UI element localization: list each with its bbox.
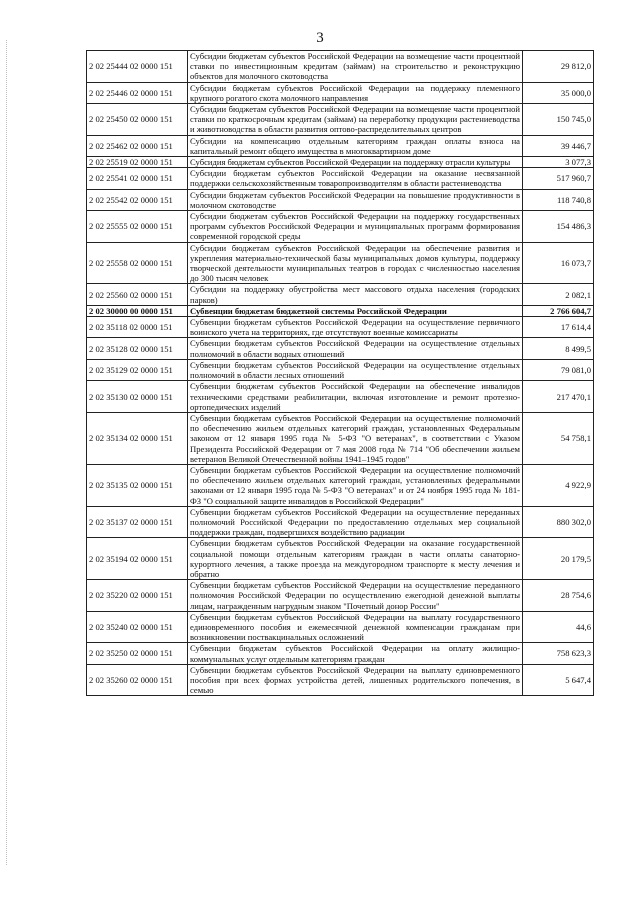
table-row	[87, 338, 594, 359]
amount-cell: 758 623,3	[523, 643, 594, 664]
amount-cell: 28 754,6	[523, 580, 594, 612]
description-cell: Субсидии бюджетам субъектов Российской Федерации на обеспечение развития и укрепления материально-технической базы муниципальных домов культуры, поддержку творческой деятельности муниципальных театров в городах с численностью населения до 300 тысяч человек	[188, 242, 523, 284]
budget-code-cell: 2 02 35134 02 0000 151	[87, 412, 188, 464]
table-row	[87, 104, 594, 136]
table-body	[87, 51, 594, 696]
table-row	[87, 643, 594, 664]
budget-code-cell: 2 02 30000 00 0000 151	[87, 305, 188, 316]
amount-cell: 118 740,8	[523, 189, 594, 210]
description-cell: Субвенции бюджетам субъектов Российской Федерации на осуществление переданного полномочия Российской Федерации по осуществлению ежегодной денежной выплаты лицам, награжденным нагрудным знаком "Почетный донор России"	[188, 580, 523, 612]
budget-code-cell: 2 02 25462 02 0000 151	[87, 135, 188, 156]
table-row	[87, 381, 594, 413]
description-cell: Субвенции бюджетам субъектов Российской Федерации на осуществление отдельных полномочий в области лесных отношений	[188, 359, 523, 380]
budget-code-cell: 2 02 35135 02 0000 151	[87, 464, 188, 506]
budget-code-cell: 2 02 35194 02 0000 151	[87, 538, 188, 580]
table-row	[87, 242, 594, 284]
table-row	[87, 464, 594, 506]
amount-cell: 8 499,5	[523, 338, 594, 359]
description-cell: Субвенции бюджетам субъектов Российской Федерации на выплату государственного единовременного пособия и ежемесячной денежной компенсации гражданам при возникновении поствакцинальных осложнений	[188, 611, 523, 643]
description-cell: Субвенции бюджетам субъектов Российской Федерации на оплату жилищно-коммунальных услуг отдельным категориям граждан	[188, 643, 523, 664]
amount-cell: 16 073,7	[523, 242, 594, 284]
budget-code-cell: 2 02 35220 02 0000 151	[87, 580, 188, 612]
budget-code-cell: 2 02 25555 02 0000 151	[87, 211, 188, 243]
description-cell: Субвенции бюджетам субъектов Российской Федерации на осуществление первичного воинского учета на территориях, где отсутствуют военные комиссариаты	[188, 317, 523, 338]
budget-code-cell: 2 02 25519 02 0000 151	[87, 157, 188, 168]
table-row	[87, 317, 594, 338]
amount-cell: 5 647,4	[523, 664, 594, 696]
table-row	[87, 284, 594, 305]
table-row	[87, 506, 594, 538]
budget-code-cell: 2 02 25560 02 0000 151	[87, 284, 188, 305]
amount-cell: 517 960,7	[523, 168, 594, 189]
margin-dotted-line	[6, 40, 7, 865]
budget-code-cell: 2 02 25444 02 0000 151	[87, 51, 188, 83]
budget-code-cell: 2 02 35137 02 0000 151	[87, 506, 188, 538]
table-row	[87, 580, 594, 612]
amount-cell: 880 302,0	[523, 506, 594, 538]
table-row	[87, 82, 594, 103]
table-row	[87, 538, 594, 580]
amount-cell: 4 922,9	[523, 464, 594, 506]
amount-cell: 17 614,4	[523, 317, 594, 338]
description-cell: Субвенции бюджетам субъектов Российской Федерации на выплату единовременного пособия при всех формах устройства детей, лишенных родительского попечения, в семью	[188, 664, 523, 696]
budget-code-cell: 2 02 25542 02 0000 151	[87, 189, 188, 210]
description-cell: Субсидии бюджетам субъектов Российской Федерации на оказание несвязанной поддержки сельскохозяйственным товаропроизводителям в области растениеводства	[188, 168, 523, 189]
description-cell: Субсидии бюджетам субъектов Российской Федерации на возмещение части процентной ставки по инвестиционным кредитам (займам) на строительство и реконструкцию объектов для молочного скотоводства	[188, 51, 523, 83]
description-cell: Субсидии на поддержку обустройства мест массового отдыха населения (городских парков)	[188, 284, 523, 305]
budget-code-cell: 2 02 25446 02 0000 151	[87, 82, 188, 103]
amount-cell: 2 766 604,7	[523, 305, 594, 316]
amount-cell: 2 082,1	[523, 284, 594, 305]
budget-code-cell: 2 02 35128 02 0000 151	[87, 338, 188, 359]
amount-cell: 79 081,0	[523, 359, 594, 380]
table-row	[87, 359, 594, 380]
page-number: 3	[316, 30, 324, 46]
table-row	[87, 157, 594, 168]
amount-cell: 217 470,1	[523, 381, 594, 413]
table-row	[87, 211, 594, 243]
description-cell: Субсидии бюджетам субъектов Российской Федерации на поддержку государственных программ субъектов Российской Федерации и муниципальных программ формирования современной городской среды	[188, 211, 523, 243]
amount-cell: 20 179,5	[523, 538, 594, 580]
table-row	[87, 189, 594, 210]
description-cell: Субсидия бюджетам субъектов Российской Федерации на поддержку отрасли культуры	[188, 157, 523, 168]
budget-code-cell: 2 02 35130 02 0000 151	[87, 381, 188, 413]
budget-revenue-table	[86, 50, 594, 696]
budget-code-cell: 2 02 25541 02 0000 151	[87, 168, 188, 189]
budget-code-cell: 2 02 25450 02 0000 151	[87, 104, 188, 136]
description-cell: Субвенции бюджетам бюджетной системы Российской Федерации	[188, 305, 523, 316]
table-row	[87, 412, 594, 464]
table-row	[87, 664, 594, 696]
description-cell: Субсидии бюджетам субъектов Российской Федерации на поддержку племенного крупного рогатого скота молочного направления	[188, 82, 523, 103]
description-cell: Субвенции бюджетам субъектов Российской Федерации на обеспечение инвалидов техническими средствами реабилитации, включая изготовление и ремонт протезно-ортопедических изделий	[188, 381, 523, 413]
table-row	[87, 51, 594, 83]
description-cell: Субвенции бюджетам субъектов Российской Федерации на осуществление отдельных полномочий в области водных отношений	[188, 338, 523, 359]
budget-code-cell: 2 02 35260 02 0000 151	[87, 664, 188, 696]
table-row	[87, 611, 594, 643]
description-cell: Субвенции бюджетам субъектов Российской Федерации на осуществление полномочий по обеспечению жильем отдельных категорий граждан, установленных федеральными законами от 12 января 1995 года № 5-ФЗ "О ветеранах" и от 24 ноября 1995 года № 181-ФЗ "О социальной защите инвалидов в Российской Федерации"	[188, 464, 523, 506]
budget-code-cell: 2 02 35118 02 0000 151	[87, 317, 188, 338]
description-cell: Субвенции бюджетам субъектов Российской Федерации на осуществление полномочий по обеспечению жильем отдельных категорий граждан, установленных Федеральным законом от 12 января 1995 года № 5-ФЗ "О ветеранах", в соответствии с Указом Президента Российской Федерации от 7 мая 2008 года № 714 "Об обеспечении жильем ветеранов Великой Отечественной войны 1941–1945 годов"	[188, 412, 523, 464]
amount-cell: 154 486,3	[523, 211, 594, 243]
amount-cell: 3 077,3	[523, 157, 594, 168]
budget-code-cell: 2 02 35129 02 0000 151	[87, 359, 188, 380]
description-cell: Субсидии бюджетам субъектов Российской Федерации на повышение продуктивности в молочном скотоводстве	[188, 189, 523, 210]
table-row	[87, 305, 594, 316]
description-cell: Субсидии на компенсацию отдельным категориям граждан оплаты взноса на капитальный ремонт общего имущества в многоквартирном доме	[188, 135, 523, 156]
amount-cell: 35 000,0	[523, 82, 594, 103]
budget-code-cell: 2 02 25558 02 0000 151	[87, 242, 188, 284]
description-cell: Субсидии бюджетам субъектов Российской Федерации на возмещение части процентной ставки по краткосрочным кредитам (займам) на переработку продукции растениеводства и животноводства в области развития оптово-распределительных центров	[188, 104, 523, 136]
description-cell: Субвенции бюджетам субъектов Российской Федерации на осуществление переданных полномочий Российской Федерации по предоставлению отдельных мер социальной поддержки граждан, подвергшихся воздействию радиации	[188, 506, 523, 538]
table-row	[87, 135, 594, 156]
amount-cell: 29 812,0	[523, 51, 594, 83]
amount-cell: 39 446,7	[523, 135, 594, 156]
budget-code-cell: 2 02 35240 02 0000 151	[87, 611, 188, 643]
amount-cell: 54 758,1	[523, 412, 594, 464]
amount-cell: 44,6	[523, 611, 594, 643]
table-row	[87, 168, 594, 189]
description-cell: Субвенции бюджетам субъектов Российской Федерации на оказание государственной социальной помощи отдельным категориям граждан в части оплаты санаторно-курортного лечения, а также проезда на междугородном транспорте к месту лечения и обратно	[188, 538, 523, 580]
budget-code-cell: 2 02 35250 02 0000 151	[87, 643, 188, 664]
amount-cell: 150 745,0	[523, 104, 594, 136]
